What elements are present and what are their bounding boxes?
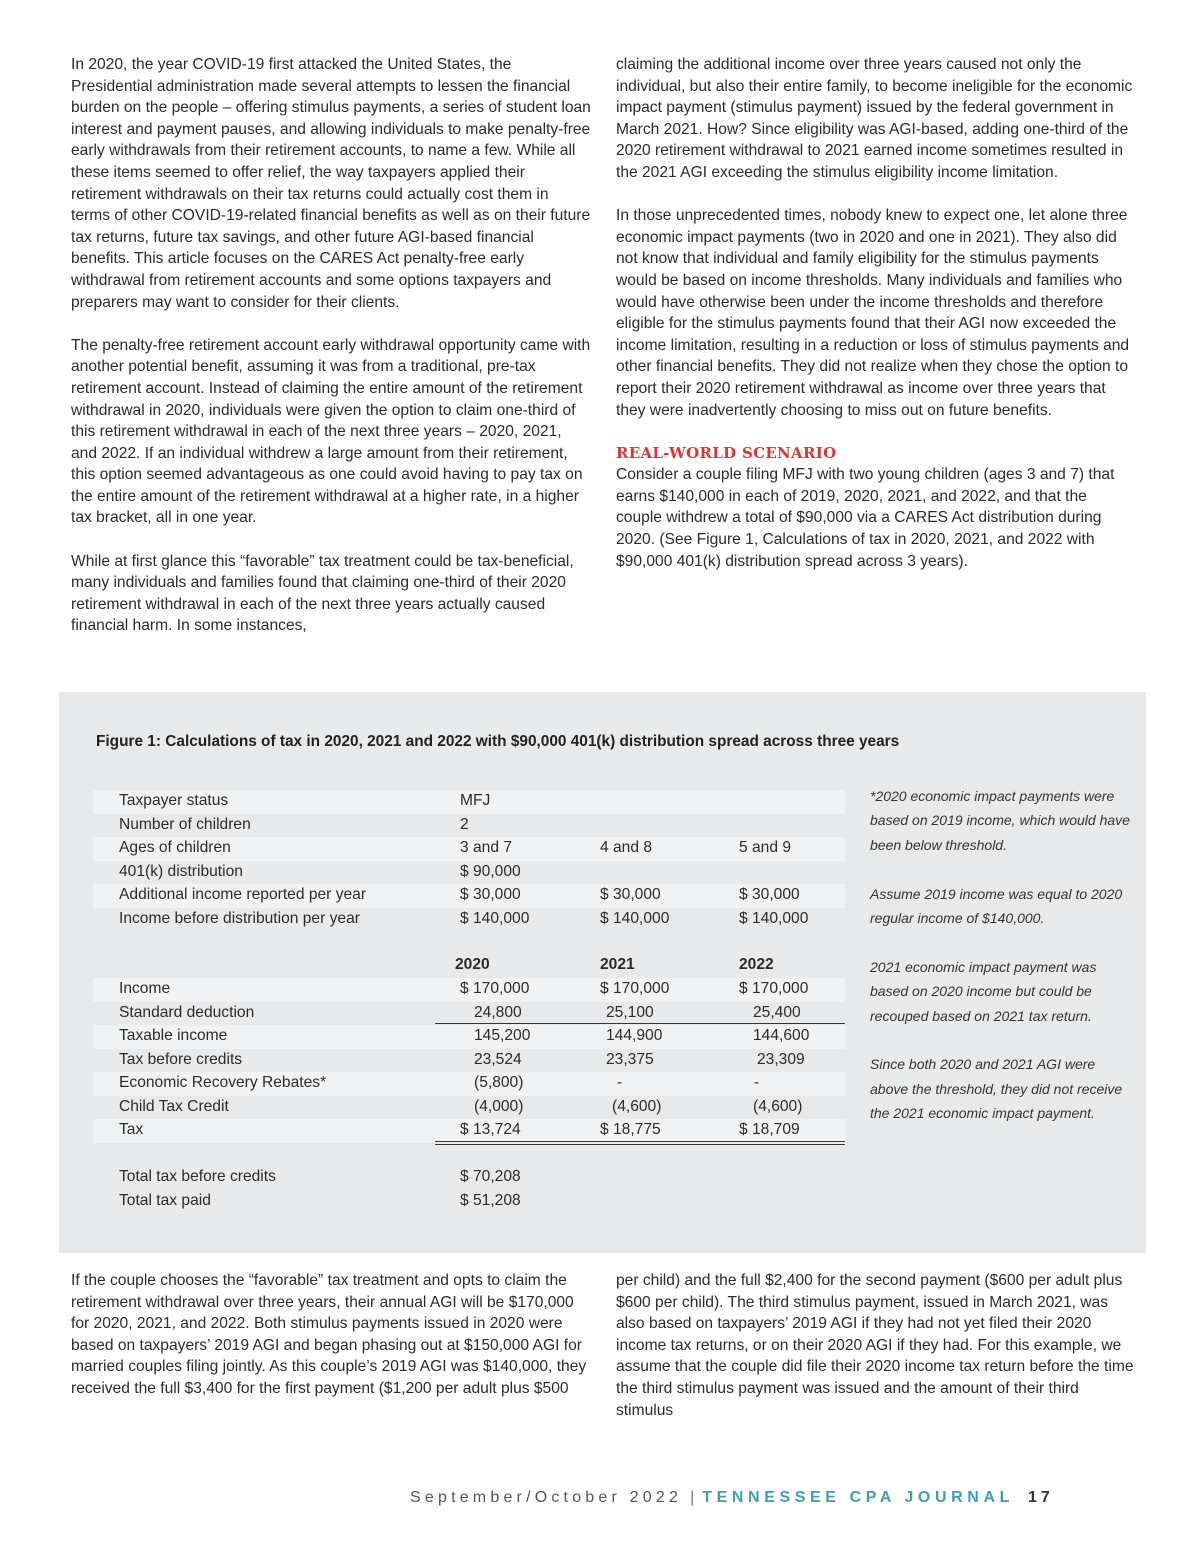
cell: $ 90,000 (460, 862, 521, 880)
cell: $ 51,208 (460, 1192, 521, 1209)
figure-1 (59, 692, 1146, 1253)
cell: 23,375 (606, 1050, 654, 1068)
cell: 5 and 9 (739, 839, 792, 856)
figure-title: Figure 1: Calculations of tax in 2020, 2021 and 2022 with $90,000 401(k) distribution spread across three years (96, 733, 900, 750)
paragraph: While at first glance this “favorable” tax treatment could be tax-beneficial, many individuals and families found that claiming one-third of their 2020 retirement withdrawal in each of the next three years actually caused financial harm. In some instances, (71, 552, 574, 635)
cell: (4,000) (474, 1097, 524, 1115)
table-row (93, 1096, 845, 1120)
note: Since both 2020 and 2021 AGI were above the threshold, they did not receive the 2021 economic impact payment. (870, 1056, 1123, 1122)
table-row (93, 814, 845, 838)
cell: - (617, 1074, 623, 1091)
row-label: Taxable income (119, 1027, 228, 1044)
cell: $ 70,208 (460, 1168, 521, 1185)
paragraph: In 2020, the year COVID-19 first attacked the United States, the Presidential administration made several attempts to lessen the financial burden on the people – offering stimulus payments, a series of student loan interest and payment pauses, and allowing individuals to make penalty-free early withdrawals from their retirement accounts, to name a few. While all these items seemed to offer relief, the way taxpayers applied their retirement withdrawals on their tax returns could actually cost them in terms of other COVID-19-related financial benefits as well as on their future tax returns, future tax savings, and other future AGI-based financial benefits. This article focuses on the CARES Act penalty-free early withdrawal from retirement accounts and some options taxpayers and preparers may want to consider for their clients. (71, 56, 591, 311)
row-label: Ages of children (119, 839, 231, 856)
cell: $ 140,000 (739, 909, 809, 927)
paragraph: The penalty-free retirement account early withdrawal opportunity came with another potential benefit, assuming it was from a traditional, pre-tax retirement account. Instead of claiming the entire amount of the retirement withdrawal in 2020, individuals were given the option to claim one-third of this retirement withdrawal in each of the next three years – 2020, 2021, and 2022. If an individual withdrew a large amount from their retirement, this option seemed advantageous as one could avoid having to pay tax on the entire amount of the retirement withdrawal at a higher rate, in a higher tax bracket, all in one year. (71, 336, 591, 527)
note: 2021 economic impact payment was based on 2020 income but could be recouped based on 2021 tax return. (870, 958, 1097, 1024)
page-number: 17 (1027, 1489, 1054, 1506)
cell: MFJ (460, 792, 491, 809)
divider (435, 1144, 845, 1145)
article-column-4 (616, 1270, 1136, 1421)
table-row (93, 908, 845, 932)
row-label: Taxpayer status (119, 792, 229, 809)
table-row (93, 1190, 845, 1214)
cell: $ 140,000 (600, 909, 670, 927)
year-header-row (93, 954, 845, 978)
cell: 144,900 (606, 1027, 663, 1044)
cell: (4,600) (612, 1097, 662, 1115)
table-row (93, 1002, 845, 1026)
journal-name: TENNESSEE CPA JOURNAL (702, 1489, 1014, 1506)
paragraph: In those unprecedented times, nobody knew to expect one, let alone three economic impact payments (two in 2020 and one in 2021). They also did not know that individual and family eligibility for the stimulus payments would be based on income thresholds. Many individuals and families who would have otherwise been under the income thresholds and therefore eligible for the stimulus payments found that their AGI now exceeded the income limitation, resulting in a reduction or loss of stimulus payments and other financial benefits. They did not realize when they chose the option to report their 2020 retirement withdrawal as income over three years that they were inadvertently choosing to miss out on future benefits. (616, 207, 1130, 419)
paragraph: Consider a couple filing MFJ with two young children (ages 3 and 7) that earns $140,000 in each of 2019, 2020, 2021, and 2022, and that the couple withdrew a total of $90,000 via a CARES Act distribution during 2020. (See Figure 1, Calculations of tax in 2020, 2021, and 2022 with $90,000 401(k) distribution spread across 3 years). (616, 466, 1115, 570)
row-label: Child Tax Credit (119, 1097, 229, 1115)
cell: 2 (460, 815, 469, 833)
cell: 23,309 (757, 1050, 805, 1068)
cell: $ 30,000 (460, 886, 521, 903)
row-label: Total tax paid (119, 1192, 211, 1209)
cell: 4 and 8 (600, 839, 653, 856)
table-row (93, 1166, 845, 1190)
year-header: 2021 (600, 956, 635, 973)
row-label: Number of children (119, 815, 251, 833)
row-label: 401(k) distribution (119, 862, 243, 880)
cell: $ 170,000 (460, 980, 530, 997)
paragraph: per child) and the full $2,400 for the second payment ($600 per adult plus $600 per child). The third stimulus payment, issued in March 2021, was also based on taxpayers’ 2019 AGI if they had not yet filed their 2020 income tax returns, or on their 2020 AGI if they had. For this example, we assume that the couple did file their 2020 income tax return before the time the third stimulus payment was issued and the amount of their third stimulus (616, 1272, 1134, 1419)
note: *2020 economic impact payments were based on 2019 income, which would have been below threshold. (870, 788, 1130, 853)
row-label: Total tax before credits (119, 1168, 276, 1185)
year-header: 2022 (739, 956, 774, 973)
cell: 24,800 (474, 1003, 522, 1021)
cell: $ 170,000 (739, 980, 809, 997)
table-row (93, 1119, 845, 1143)
cell: $ 18,709 (739, 1121, 800, 1138)
row-label: Standard deduction (119, 1003, 255, 1021)
cell: - (754, 1074, 760, 1091)
row-label: Economic Recovery Rebates* (119, 1074, 327, 1091)
article-column-1 (71, 54, 591, 637)
cell: $ 30,000 (739, 886, 800, 903)
divider (435, 1023, 845, 1024)
cell: 3 and 7 (460, 839, 513, 856)
footer-separator: | (690, 1489, 695, 1506)
cell: 25,400 (753, 1003, 801, 1021)
cell: $ 13,724 (460, 1121, 521, 1138)
cell: (5,800) (474, 1074, 524, 1091)
note: Assume 2019 income was equal to 2020 regular income of $140,000. (870, 885, 1123, 927)
row-label: Income (119, 980, 171, 997)
table-row (93, 837, 845, 861)
row-label: Income before distribution per year (119, 909, 360, 927)
paragraph: claiming the additional income over three years caused not only the individual, but also their entire family, to become ineligible for the economic impact payment (stimulus payment) issued by the federal government in March 2021. How? Since eligibility was AGI-based, adding one-third of the 2020 retirement withdrawal to 2021 earned income sometimes resulted in the 2021 AGI exceeding the stimulus eligibility income limitation. (616, 56, 1133, 181)
year-header: 2020 (455, 956, 490, 973)
article-column-3 (71, 1270, 591, 1400)
page-footer (410, 1489, 1054, 1507)
cell: $ 18,775 (600, 1121, 661, 1138)
table-row (93, 884, 845, 908)
cell: $ 170,000 (600, 980, 670, 997)
table-row (93, 861, 845, 885)
cell: $ 140,000 (460, 909, 530, 927)
cell: 145,200 (474, 1027, 531, 1044)
cell: 25,100 (606, 1003, 654, 1021)
table-row (93, 790, 845, 814)
article-column-2 (616, 54, 1136, 572)
cell: (4,600) (753, 1097, 803, 1115)
table-row (93, 1049, 845, 1073)
row-label: Additional income reported per year (119, 886, 367, 903)
cell: $ 30,000 (600, 886, 661, 903)
cell: 144,600 (753, 1027, 810, 1044)
figure-notes (870, 784, 1135, 1150)
table-row (93, 978, 845, 1002)
table-row (93, 1072, 845, 1096)
paragraph: If the couple chooses the “favorable” tax treatment and opts to claim the retirement withdrawal over three years, their annual AGI will be $170,000 for 2020, 2021, and 2022. Both stimulus payments issued in 2020 were based on taxpayers’ 2019 AGI and began phasing out at $150,000 AGI for married couples filing jointly. As this couple’s 2019 AGI was $140,000, they received the full $3,400 for the first payment ($1,200 per adult plus $500 (71, 1272, 587, 1397)
cell: 23,524 (474, 1050, 522, 1068)
section-heading: REAL-WORLD SCENARIO (616, 443, 837, 462)
table-row (93, 1025, 845, 1049)
row-label: Tax (119, 1121, 144, 1138)
issue-date: September/October 2022 (410, 1489, 683, 1506)
row-label: Tax before credits (119, 1050, 243, 1068)
divider (435, 1141, 845, 1142)
